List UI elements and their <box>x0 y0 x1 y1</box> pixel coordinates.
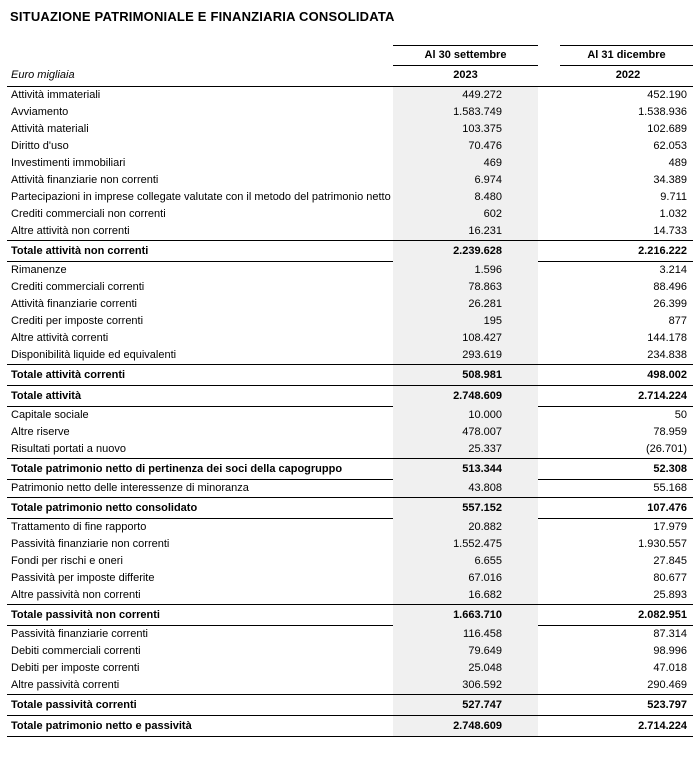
row-label: Totale attività non correnti <box>7 240 393 262</box>
total-row <box>7 385 693 407</box>
total-row <box>7 604 693 626</box>
header-empty-cell <box>7 45 393 66</box>
table-row <box>7 570 693 587</box>
value-2023: 16.231 <box>393 223 538 240</box>
value-2022: 98.996 <box>653 645 687 657</box>
table-row <box>7 626 693 643</box>
row-label: Risultati portati a nuovo <box>11 443 126 455</box>
table-row <box>7 347 693 364</box>
row-label: Debiti per imposte correnti <box>11 662 140 674</box>
col-header-2022-period: Al 31 dicembre <box>560 45 693 66</box>
value-2022: 34.389 <box>653 174 687 186</box>
row-label: Patrimonio netto delle interessenze di minoranza <box>11 482 249 494</box>
value-2023: 16.682 <box>393 587 538 604</box>
header-period-row <box>7 45 693 66</box>
row-label: Debiti commerciali correnti <box>11 645 141 657</box>
table-row <box>7 279 693 296</box>
value-2022: 498.002 <box>538 364 693 385</box>
value-2022: 523.797 <box>538 694 693 715</box>
row-label: Passività finanziarie non correnti <box>11 538 170 550</box>
table-row <box>7 206 693 223</box>
value-2022: 80.677 <box>653 572 687 584</box>
value-2023: 527.747 <box>393 694 538 715</box>
row-label: Passività finanziarie correnti <box>11 628 148 640</box>
value-2023: 2.748.609 <box>393 385 538 407</box>
value-2022: 25.893 <box>653 589 687 601</box>
row-label: Rimanenze <box>11 264 67 276</box>
value-2022: 1.032 <box>659 208 687 220</box>
value-2022: 47.018 <box>653 662 687 674</box>
table-row <box>7 480 693 497</box>
value-2022: 26.399 <box>653 298 687 310</box>
value-2022: 1.930.557 <box>638 538 687 550</box>
value-2022: 1.538.936 <box>638 106 687 118</box>
row-label: Totale patrimonio netto e passività <box>7 715 393 737</box>
total-row <box>7 364 693 385</box>
page-title: SITUAZIONE PATRIMONIALE E FINANZIARIA CONSOLIDATA <box>10 9 395 24</box>
value-2023: 306.592 <box>393 677 538 694</box>
value-2022: 452.190 <box>647 89 687 101</box>
value-2023: 6.655 <box>393 553 538 570</box>
value-2022: 17.979 <box>653 521 687 533</box>
table-row <box>7 121 693 138</box>
value-2023: 6.974 <box>393 172 538 189</box>
value-2022: (26.701) <box>646 443 687 455</box>
total-row <box>7 694 693 715</box>
row-label: Partecipazioni in imprese collegate valutate con il metodo del patrimonio netto <box>11 191 391 203</box>
value-2023: 79.649 <box>393 643 538 660</box>
value-2023: 116.458 <box>393 626 538 643</box>
value-2023: 10.000 <box>393 407 538 424</box>
value-2023: 2.239.628 <box>393 240 538 262</box>
col-header-2023-period: Al 30 settembre <box>393 45 538 66</box>
row-label: Totale attività correnti <box>7 364 393 385</box>
row-label: Avviamento <box>11 106 69 118</box>
value-2022: 52.308 <box>538 458 693 480</box>
value-2023: 1.663.710 <box>393 604 538 626</box>
table-row <box>7 262 693 279</box>
row-label: Crediti commerciali correnti <box>11 281 145 293</box>
table-row <box>7 536 693 553</box>
table-body <box>7 87 693 737</box>
col-header-2023-year: 2023 <box>393 66 538 87</box>
value-2022: 9.711 <box>660 191 687 203</box>
table-row <box>7 87 693 104</box>
value-2023: 67.016 <box>393 570 538 587</box>
table-row <box>7 172 693 189</box>
table-row <box>7 138 693 155</box>
table-row <box>7 677 693 694</box>
value-2022: 55.168 <box>653 482 687 494</box>
row-label: Attività finanziarie non correnti <box>11 174 159 186</box>
unit-label: Euro migliaia <box>7 66 393 87</box>
value-2023: 108.427 <box>393 330 538 347</box>
value-2022: 50 <box>674 409 687 421</box>
row-label: Totale patrimonio netto di pertinenza dei soci della capogruppo <box>7 458 393 480</box>
value-2022: 107.476 <box>538 497 693 519</box>
value-2023: 449.272 <box>393 87 538 104</box>
value-2023: 508.981 <box>393 364 538 385</box>
table-row <box>7 189 693 206</box>
value-2023: 70.476 <box>393 138 538 155</box>
row-label: Altre attività non correnti <box>11 225 130 237</box>
table-row <box>7 660 693 677</box>
value-2023: 1.552.475 <box>393 536 538 553</box>
table-row <box>7 553 693 570</box>
value-2022: 102.689 <box>647 123 687 135</box>
value-2022: 78.959 <box>653 426 687 438</box>
value-2023: 469 <box>393 155 538 172</box>
table-row <box>7 155 693 172</box>
value-2022: 489 <box>668 157 687 169</box>
value-2023: 43.808 <box>393 480 538 497</box>
table-row <box>7 223 693 240</box>
col-header-2022-year: 2022 <box>538 66 693 87</box>
value-2023: 26.281 <box>393 296 538 313</box>
table-row <box>7 330 693 347</box>
value-2022: 2.216.222 <box>538 240 693 262</box>
row-label: Diritto d'uso <box>11 140 69 152</box>
row-label: Totale attività <box>7 385 393 407</box>
row-label: Totale patrimonio netto consolidato <box>7 497 393 519</box>
table-row <box>7 104 693 121</box>
balance-sheet-table <box>7 45 693 737</box>
value-2023: 195 <box>393 313 538 330</box>
row-label: Fondi per rischi e oneri <box>11 555 123 567</box>
col-header-2023-period-cell <box>393 45 538 66</box>
value-2023: 478.007 <box>393 424 538 441</box>
value-2023: 8.480 <box>393 189 538 206</box>
value-2022: 87.314 <box>653 628 687 640</box>
value-2023: 103.375 <box>393 121 538 138</box>
value-2023: 1.583.749 <box>393 104 538 121</box>
table-row <box>7 407 693 424</box>
row-label: Disponibilità liquide ed equivalenti <box>11 349 177 361</box>
value-2023: 20.882 <box>393 519 538 536</box>
value-2023: 557.152 <box>393 497 538 519</box>
value-2022: 88.496 <box>653 281 687 293</box>
value-2022: 14.733 <box>653 225 687 237</box>
row-label: Altre passività correnti <box>11 679 120 691</box>
row-label: Attività immateriali <box>11 89 101 101</box>
value-2023: 25.337 <box>393 441 538 458</box>
row-label: Crediti per imposte correnti <box>11 315 144 327</box>
row-label: Totale passività correnti <box>7 694 393 715</box>
value-2023: 25.048 <box>393 660 538 677</box>
value-2023: 293.619 <box>393 347 538 364</box>
value-2022: 27.845 <box>653 555 687 567</box>
value-2023: 602 <box>393 206 538 223</box>
table-row <box>7 519 693 536</box>
row-label: Trattamento di fine rapporto <box>11 521 147 533</box>
value-2023: 2.748.609 <box>393 715 538 737</box>
value-2022: 290.469 <box>647 679 687 691</box>
row-label: Altre attività correnti <box>11 332 109 344</box>
value-2022: 877 <box>668 315 687 327</box>
row-label: Altre riserve <box>11 426 70 438</box>
value-2022: 3.214 <box>659 264 687 276</box>
value-2022: 2.082.951 <box>538 604 693 626</box>
value-2023: 78.863 <box>393 279 538 296</box>
row-label: Altre passività non correnti <box>11 589 141 601</box>
table-row <box>7 424 693 441</box>
table-row <box>7 643 693 660</box>
row-label: Capitale sociale <box>11 409 89 421</box>
value-2023: 1.596 <box>393 262 538 279</box>
table-row <box>7 296 693 313</box>
row-label: Totale passività non correnti <box>7 604 393 626</box>
row-label: Crediti commerciali non correnti <box>11 208 166 220</box>
row-label: Attività finanziarie correnti <box>11 298 137 310</box>
total-row <box>7 715 693 737</box>
value-2022: 2.714.224 <box>538 715 693 737</box>
row-label: Passività per imposte differite <box>11 572 155 584</box>
table-row <box>7 313 693 330</box>
col-header-2022-period-cell <box>538 45 693 66</box>
value-2022: 2.714.224 <box>538 385 693 407</box>
header-year-row <box>7 66 693 87</box>
value-2022: 62.053 <box>653 140 687 152</box>
value-2023: 513.344 <box>393 458 538 480</box>
row-label: Attività materiali <box>11 123 89 135</box>
row-label: Investimenti immobiliari <box>11 157 126 169</box>
total-row <box>7 497 693 519</box>
value-2022: 234.838 <box>647 349 687 361</box>
table-row <box>7 587 693 604</box>
total-row <box>7 240 693 262</box>
table-row <box>7 441 693 458</box>
total-row <box>7 458 693 480</box>
value-2022: 144.178 <box>647 332 687 344</box>
